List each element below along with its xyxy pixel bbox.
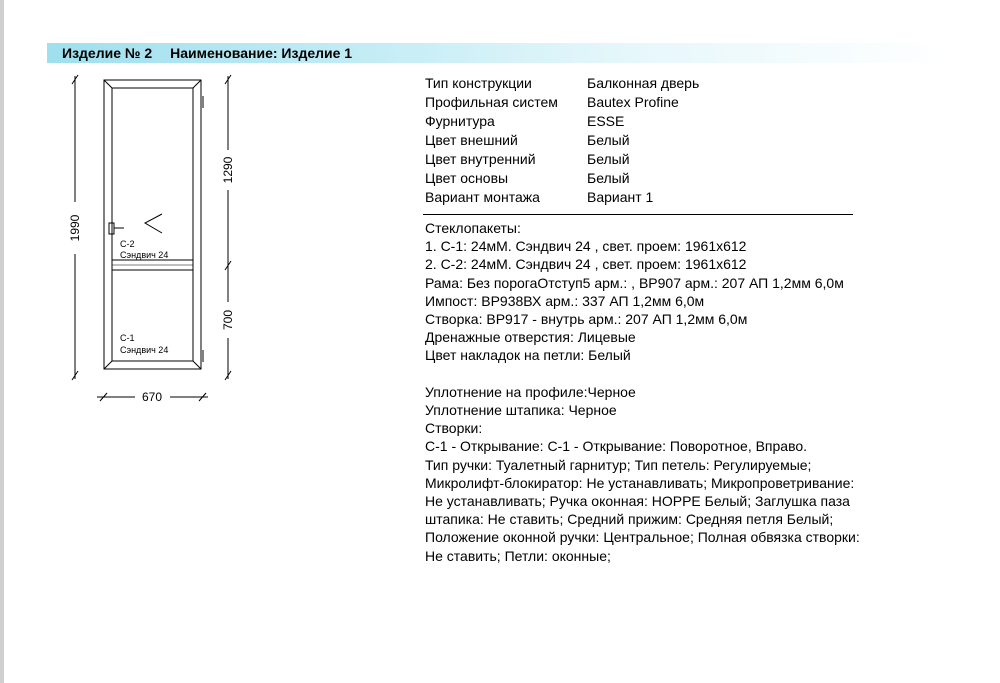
detail-line: Микролифт-блокиратор: Не устанавливать; Микропроветривание: bbox=[425, 474, 855, 491]
param-key: Вариант монтажа bbox=[425, 189, 540, 205]
handle-icon bbox=[109, 223, 124, 234]
pane-upper-type: Сэндвич 24 bbox=[120, 250, 169, 260]
param-value: Белый bbox=[587, 170, 630, 186]
param-row bbox=[425, 74, 699, 93]
product-name: Наименование: Изделие 1 bbox=[170, 45, 353, 61]
dimension-right bbox=[225, 75, 231, 380]
detail-line: Не устанавливать; Ручка оконная: HOPPE Белый; Заглушка паза bbox=[425, 493, 850, 510]
param-key: Цвет основы bbox=[425, 170, 509, 186]
detail-line: Не ставить; Петли: оконные; bbox=[425, 547, 611, 564]
detail-spacer bbox=[425, 365, 945, 383]
detail-line: С-1 - Открывание: С-1 - Открывание: Поворотное, Вправо. bbox=[425, 438, 808, 455]
detail-line: Цвет накладок на петли: Белый bbox=[425, 347, 631, 364]
detail-line: Стеклопакеты: bbox=[425, 220, 521, 236]
param-key: Фурнитура bbox=[425, 113, 495, 129]
detail-line: Тип ручки: Туалетный гарнитур; Тип петель: Регулируемые; bbox=[425, 456, 812, 473]
detail-line: Уплотнение на профиле:Черное bbox=[425, 383, 636, 400]
product-details bbox=[425, 219, 945, 565]
dimension-width-label: 670 bbox=[141, 390, 163, 404]
param-row bbox=[425, 188, 699, 207]
param-key: Тип конструкции bbox=[425, 75, 532, 91]
detail-line: Рама: Без порогаОтступ5 арм.: , ВР907 арм.: 207 АП 1,2мм 6,0м bbox=[425, 274, 844, 291]
pane-lower-code: С-1 bbox=[120, 333, 135, 343]
door-drawing bbox=[60, 70, 240, 410]
detail-line: 2. С-2: 24мМ. Сэндвич 24 , свет. проем: 1961x612 bbox=[425, 256, 747, 273]
detail-line: Створки: bbox=[425, 420, 483, 437]
param-row bbox=[425, 131, 699, 150]
detail-line: Уплотнение штапика: Черное bbox=[425, 402, 617, 419]
param-value: Bautex Profine bbox=[587, 94, 679, 110]
param-row bbox=[425, 169, 699, 188]
param-key: Цвет внутренний bbox=[425, 151, 536, 167]
param-row bbox=[425, 150, 699, 169]
detail-line: штапика: Не ставить; Средний прижим: Средняя петля Белый; bbox=[425, 511, 834, 528]
detail-line: Импост: ВР938ВХ арм.: 337 АП 1,2мм 6,0м bbox=[425, 292, 705, 309]
door-frame bbox=[104, 80, 201, 369]
product-number: Изделие № 2 bbox=[62, 45, 153, 61]
param-row bbox=[425, 93, 699, 112]
detail-line: Положение оконной ручки: Центральное; Полная обвязка створки: bbox=[425, 529, 860, 546]
param-value: Белый bbox=[587, 132, 630, 148]
param-value: Белый bbox=[587, 151, 630, 167]
page-left-border bbox=[0, 0, 4, 683]
param-value: Балконная дверь bbox=[587, 75, 700, 91]
dimension-bottom-label: 700 bbox=[221, 309, 235, 331]
pane-lower-type: Сэндвич 24 bbox=[120, 345, 169, 355]
detail-line: Дренажные отверстия: Лицевые bbox=[425, 329, 636, 346]
product-header bbox=[62, 45, 352, 61]
door-sash bbox=[112, 88, 193, 361]
dimension-height-label: 1990 bbox=[68, 214, 82, 242]
opening-direction-icon bbox=[145, 214, 162, 233]
detail-line: Створка: ВР917 - внутрь арм.: 207 АП 1,2мм 6,0м bbox=[425, 311, 748, 328]
param-key: Профильная систем bbox=[425, 94, 558, 110]
param-key: Цвет внешний bbox=[425, 132, 518, 148]
pane-upper-code: С-2 bbox=[120, 239, 135, 249]
detail-line: 1. С-1: 24мМ. Сэндвич 24 , свет. проем: 1961x612 bbox=[425, 238, 747, 255]
param-row bbox=[425, 112, 699, 131]
product-parameters bbox=[425, 74, 699, 207]
param-value: ESSE bbox=[587, 113, 625, 129]
dimension-top-label: 1290 bbox=[221, 156, 235, 184]
section-divider bbox=[423, 214, 853, 215]
param-value: Вариант 1 bbox=[587, 189, 654, 205]
